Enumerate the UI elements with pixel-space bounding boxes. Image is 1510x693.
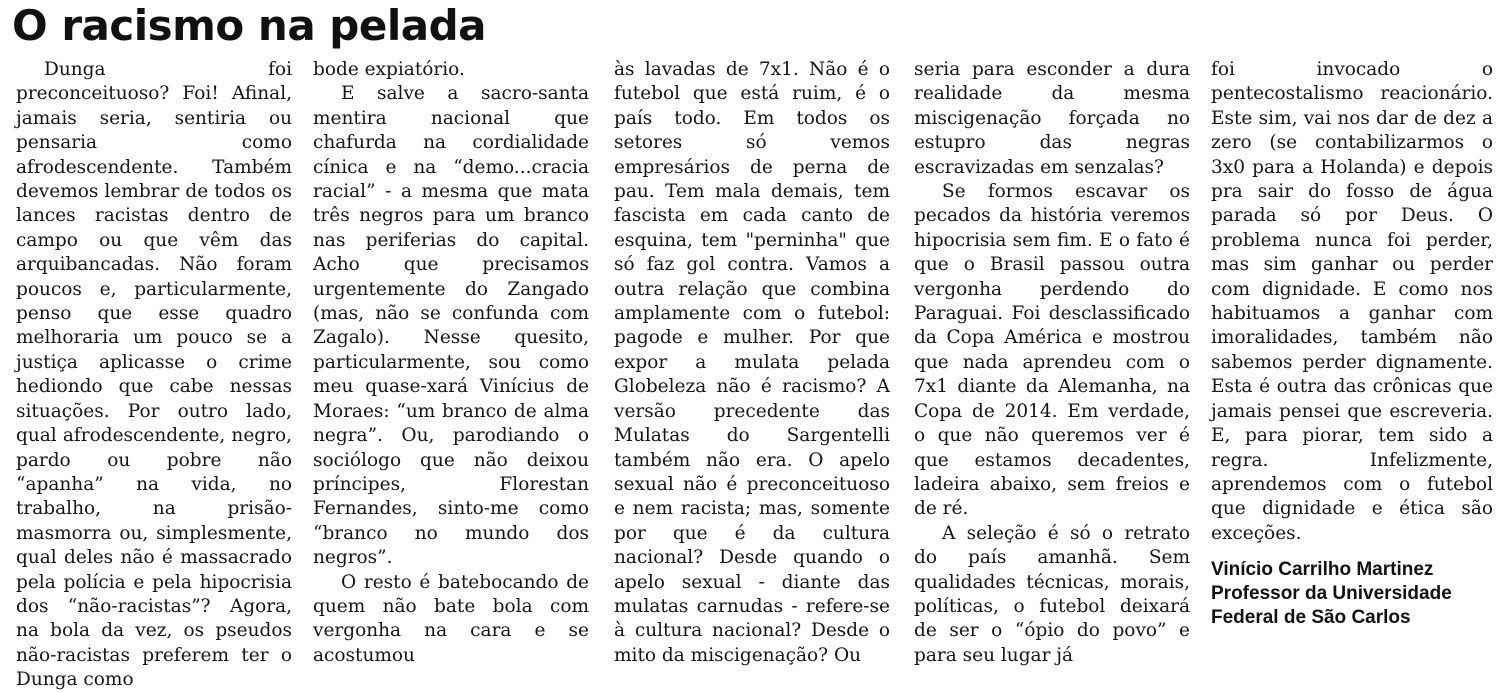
article-column-2 xyxy=(313,58,589,668)
author-institution: Federal de São Carlos xyxy=(1211,607,1411,629)
article-column-3 xyxy=(614,58,890,668)
article-paragraph: bode expiatório. xyxy=(313,59,465,80)
article-paragraph: Dunga foi preconceituoso? Foi! Afinal, jamais seria, sentiria ou pensaria como afrodescendente. Também devemos lembrar de todos os lances racistas dentro de campo ou que vêm das arquibancadas. Não foram poucos e, particularmente, penso que esse quadro melhoraria um pouco se a justiça aplicasse o crime hediondo que cabe nessas situações. Por outro lado, qual afrodescendente, negro, pardo ou pobre não “apanha” na vida, no trabalho, na prisão-masmorra ou, simplesmente, qual deles não é massacrado pela polícia e pela hipocrisia dos “não-racistas”? Agora, na bola da vez, os pseudos não-racistas preferem ter o Dunga como xyxy=(16,59,292,691)
author-name: Vinício Carrilho Martinez xyxy=(1211,559,1434,581)
author-signature xyxy=(1211,558,1493,630)
article-paragraph: E salve a sacro-santa mentira nacional que chafurda na cordialidade cínica e na “demo...cracia racial” - a mesma que mata três negros para um branco nas periferias do capital. Acho que precisamos urgentemente do Zangado (mas, não se confunda com Zagalo). Nesse quesito, particularmente, sou como meu quase-xará Vinícius de Moraes: “um branco de alma negra”. Ou, parodiando o sociólogo que não deixou príncipes, Florestan Fernandes, sinto-me como “branco no mundo dos negros”. xyxy=(313,83,589,569)
article-column-4 xyxy=(914,58,1190,668)
author-role: Professor da Universidade xyxy=(1211,583,1452,605)
article-column-1 xyxy=(16,58,292,693)
article-paragraph: seria para esconder a dura realidade da mesma miscigenação forçada no estupro das negras escravizadas em senzalas? xyxy=(914,59,1190,178)
article-paragraph: Se formos escavar os pecados da história veremos hipocrisia sem fim. E o fato é que o Brasil passou outra vergonha perdendo do Paraguai. Foi desclassificado da Copa América e mostrou que nada aprendeu com o 7x1 diante da Alemanha, na Copa de 2014. Em verdade, o que não queremos ver é que estamos decadentes, ladeira abaixo, sem freios e de ré. xyxy=(914,181,1190,520)
article-column-5 xyxy=(1211,58,1493,630)
article-paragraph: A seleção é só o retrato do país amanhã. Sem qualidades técnicas, morais, políticas, o futebol deixará de ser o “ópio do povo” e para seu lugar já xyxy=(914,522,1190,666)
article-paragraph: O resto é batebocando de quem não bate bola com vergonha na cara e se acostumou xyxy=(313,571,589,666)
article-paragraph: foi invocado o pentecostalismo reacionário. Este sim, vai nos dar de dez a zero (se contabilizarmos o 3x0 para a Holanda) e depois pra sair do fosso de água parada só por Deus. O problema nunca foi perder, mas sim ganhar ou perder com dignidade. E como nos habituamos a ganhar com imoralidades, também não sabemos perder dignamente. Esta é outra das crônicas que jamais pensei que escreveria. E, para piorar, tem sido a regra. Infelizmente, aprendemos com o futebol que dignidade e ética são exceções. xyxy=(1211,59,1493,544)
article-paragraph: às lavadas de 7x1. Não é o futebol que está ruim, é o país todo. Em todos os setores só vemos empresários de perna de pau. Tem mala demais, tem fascista em cada canto de esquina, tem "perninha" que só faz gol contra. Vamos a outra relação que combina amplamente com o futebol: pagode e mulher. Por que expor a mulata pelada Globeleza não é racismo? A versão precedente das Mulatas do Sargentelli também não era. O apelo sexual não é preconceituoso e nem racista; mas, somente por que é da cultura nacional? Desde quando o apelo sexual - diante das mulatas carnudas - refere-se à cultura nacional? Desde o mito da miscigenação? Ou xyxy=(614,59,890,666)
article-headline: O racismo na pelada xyxy=(12,1,486,50)
